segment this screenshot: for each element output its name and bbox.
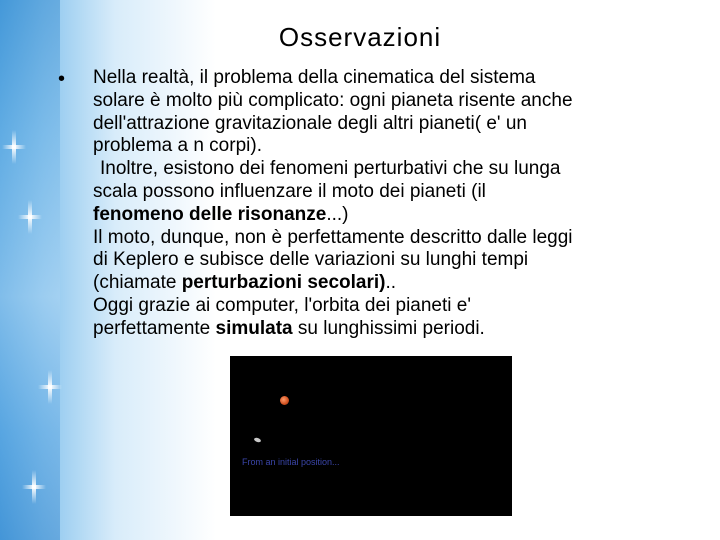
body-text (93, 67, 703, 341)
simulation-video[interactable] (230, 356, 512, 516)
video-caption: From an initial position... (242, 457, 340, 467)
bold-term: perturbazioni secolari) (181, 272, 386, 294)
sparkle-icon (48, 370, 52, 404)
sparkle-icon (12, 130, 16, 164)
line-pre: (chiamate (93, 272, 182, 294)
sparkle-icon (28, 200, 32, 234)
sparkle-icon (32, 470, 36, 504)
body-line (93, 204, 703, 227)
planet-icon (280, 396, 289, 405)
decorative-left-band (0, 0, 60, 540)
body-line: solare è molto più complicato: ogni pianeta risente anche (93, 89, 573, 111)
line-pre: perfettamente (93, 317, 216, 339)
body-line: di Keplero e subisce delle variazioni su lunghi tempi (93, 249, 529, 271)
body-line (93, 272, 703, 295)
body-line: Inoltre, esistono dei fenomeni perturbativi che su lunga (100, 158, 561, 180)
body-line: Oggi grazie ai computer, l'orbita dei pianeti e' (93, 294, 471, 316)
body-line (93, 318, 703, 341)
bold-term: simulata (215, 317, 293, 339)
line-rest: .. (385, 272, 397, 294)
line-rest: su lunghissimi periodi. (292, 317, 485, 339)
bullet-marker: • (58, 68, 66, 90)
body-line: Il moto, dunque, non è perfettamente descritto dalle leggi (93, 226, 573, 248)
line-rest: ...) (326, 203, 349, 225)
body-line: Nella realtà, il problema della cinematica del sistema (93, 67, 536, 88)
body-line: problema a n corpi). (93, 135, 262, 157)
slide-title: Osservazioni (278, 22, 442, 52)
bold-term: fenomeno delle risonanze (93, 203, 327, 225)
comet-icon (254, 437, 262, 443)
body-line: scala possono influenzare il moto dei pianeti (il (93, 180, 486, 202)
body-line: dell'attrazione gravitazionale degli altri pianeti( e' un (93, 112, 527, 134)
